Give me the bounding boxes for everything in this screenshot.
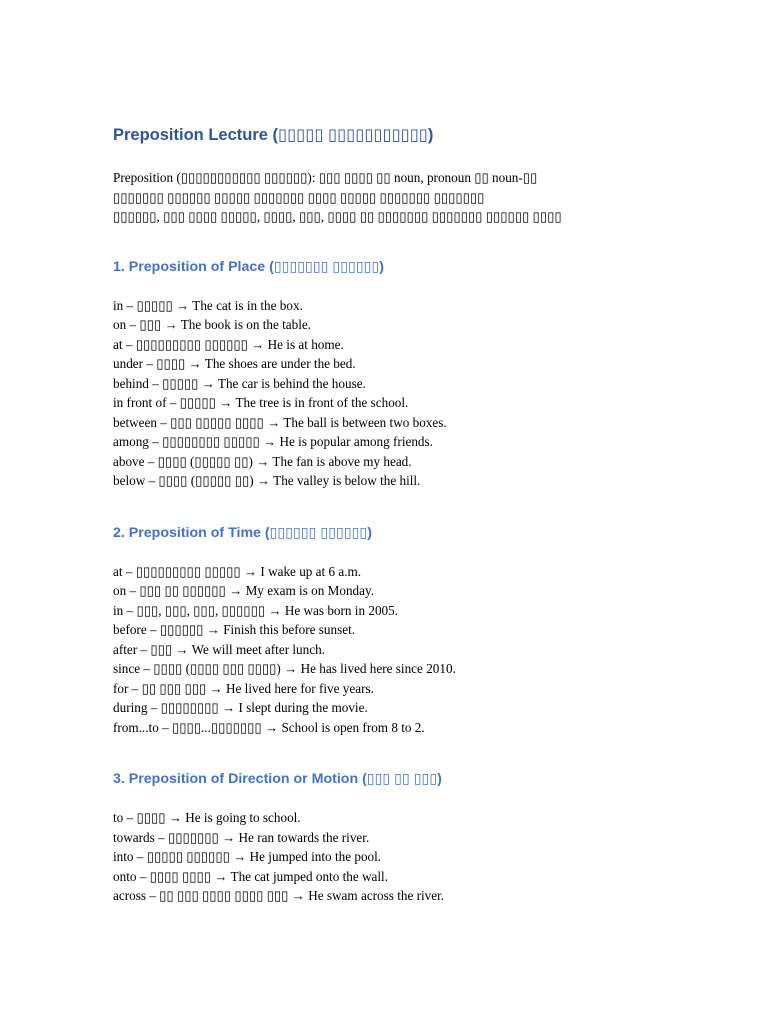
section-place (113, 257, 713, 491)
section-time (113, 523, 713, 738)
intro-line: Preposition (▯▯▯▯▯▯▯▯▯▯▯ ▯▯▯▯▯▯): ▯▯▯ ▯▯▯▯ ▯▯ noun, pronoun ▯▯ noun-▯▯ (113, 170, 538, 185)
list-item: between – ▯▯▯ ▯▯▯▯▯ ▯▯▯▯ → The ball is between two boxes. (113, 414, 447, 430)
document-title: Preposition Lecture (▯▯▯▯▯ ▯▯▯▯▯▯▯▯▯▯▯) (113, 126, 434, 144)
list-item: across – ▯▯ ▯▯▯ ▯▯▯▯ ▯▯▯▯ ▯▯▯ → He swam across the river. (113, 888, 445, 903)
list-item: into – ▯▯▯▯▯ ▯▯▯▯▯▯ → He jumped into the pool. (113, 849, 382, 864)
list-item: onto – ▯▯▯▯ ▯▯▯▯ → The cat jumped onto the wall. (113, 868, 388, 884)
list-item: above – ▯▯▯▯ (▯▯▯▯▯ ▯▯) → The fan is above my head. (113, 453, 412, 469)
list-item: at – ▯▯▯▯▯▯▯▯▯ ▯▯▯▯▯ → I wake up at 6 a.m. (113, 563, 362, 579)
intro-paragraph (113, 168, 713, 227)
list-item: at – ▯▯▯▯▯▯▯▯▯ ▯▯▯▯▯▯ → He is at home. (113, 336, 344, 352)
list-item: from...to – ▯▯▯▯...▯▯▯▯▯▯▯ → School is open from 8 to 2. (113, 719, 425, 735)
list-item: before – ▯▯▯▯▯▯ → Finish this before sunset. (113, 622, 356, 637)
intro-line: ▯▯▯▯▯▯, ▯▯▯ ▯▯▯▯ ▯▯▯▯▯, ▯▯▯▯, ▯▯▯, ▯▯▯▯ ▯▯ ▯▯▯▯▯▯▯ ▯▯▯▯▯▯▯ ▯▯▯▯▯▯ ▯▯▯▯ (113, 209, 562, 224)
section-direction (113, 769, 713, 906)
document-page (113, 124, 713, 938)
item-list (113, 296, 713, 491)
list-item: on – ▯▯▯ → The book is on the table. (113, 317, 312, 332)
intro-line: ▯▯▯▯▯▯▯ ▯▯▯▯▯▯ ▯▯▯▯▯ ▯▯▯▯▯▯▯ ▯▯▯▯ ▯▯▯▯▯ ▯▯▯▯▯▯▯ ▯▯▯▯▯▯▯ (113, 189, 485, 205)
list-item: after – ▯▯▯ → We will meet after lunch. (113, 641, 325, 657)
item-list (113, 808, 713, 906)
list-item: to – ▯▯▯▯ → He is going to school. (113, 810, 301, 825)
list-item: in – ▯▯▯▯▯ → The cat is in the box. (113, 297, 303, 313)
section-heading: 3. Preposition of Direction or Motion (▯▯▯ ▯▯ ▯▯▯) (113, 771, 442, 787)
section-heading: 1. Preposition of Place (▯▯▯▯▯▯▯ ▯▯▯▯▯▯) (113, 258, 384, 275)
list-item: in – ▯▯▯, ▯▯▯, ▯▯▯, ▯▯▯▯▯▯ → He was born in 2005. (113, 602, 399, 618)
list-item: among – ▯▯▯▯▯▯▯▯ ▯▯▯▯▯ → He is popular among friends. (113, 434, 433, 449)
list-item: behind – ▯▯▯▯▯ → The car is behind the house. (113, 375, 366, 391)
item-list (113, 562, 713, 738)
list-item: on – ▯▯▯ ▯▯ ▯▯▯▯▯▯ → My exam is on Monday. (113, 583, 375, 598)
list-item: below – ▯▯▯▯ (▯▯▯▯▯ ▯▯) → The valley is below the hill. (113, 473, 421, 488)
list-item: in front of – ▯▯▯▯▯ → The tree is in front of the school. (113, 395, 409, 410)
list-item: under – ▯▯▯▯ → The shoes are under the bed. (113, 356, 356, 371)
list-item: for – ▯▯ ▯▯▯ ▯▯▯ → He lived here for five years. (113, 680, 374, 696)
section-heading: 2. Preposition of Time (▯▯▯▯▯▯ ▯▯▯▯▯▯) (113, 524, 372, 541)
list-item: since – ▯▯▯▯ (▯▯▯▯ ▯▯▯ ▯▯▯▯) → He has lived here since 2010. (113, 661, 456, 676)
list-item: during – ▯▯▯▯▯▯▯▯ → I slept during the movie. (113, 700, 368, 715)
list-item: towards – ▯▯▯▯▯▯▯ → He ran towards the river. (113, 829, 370, 845)
